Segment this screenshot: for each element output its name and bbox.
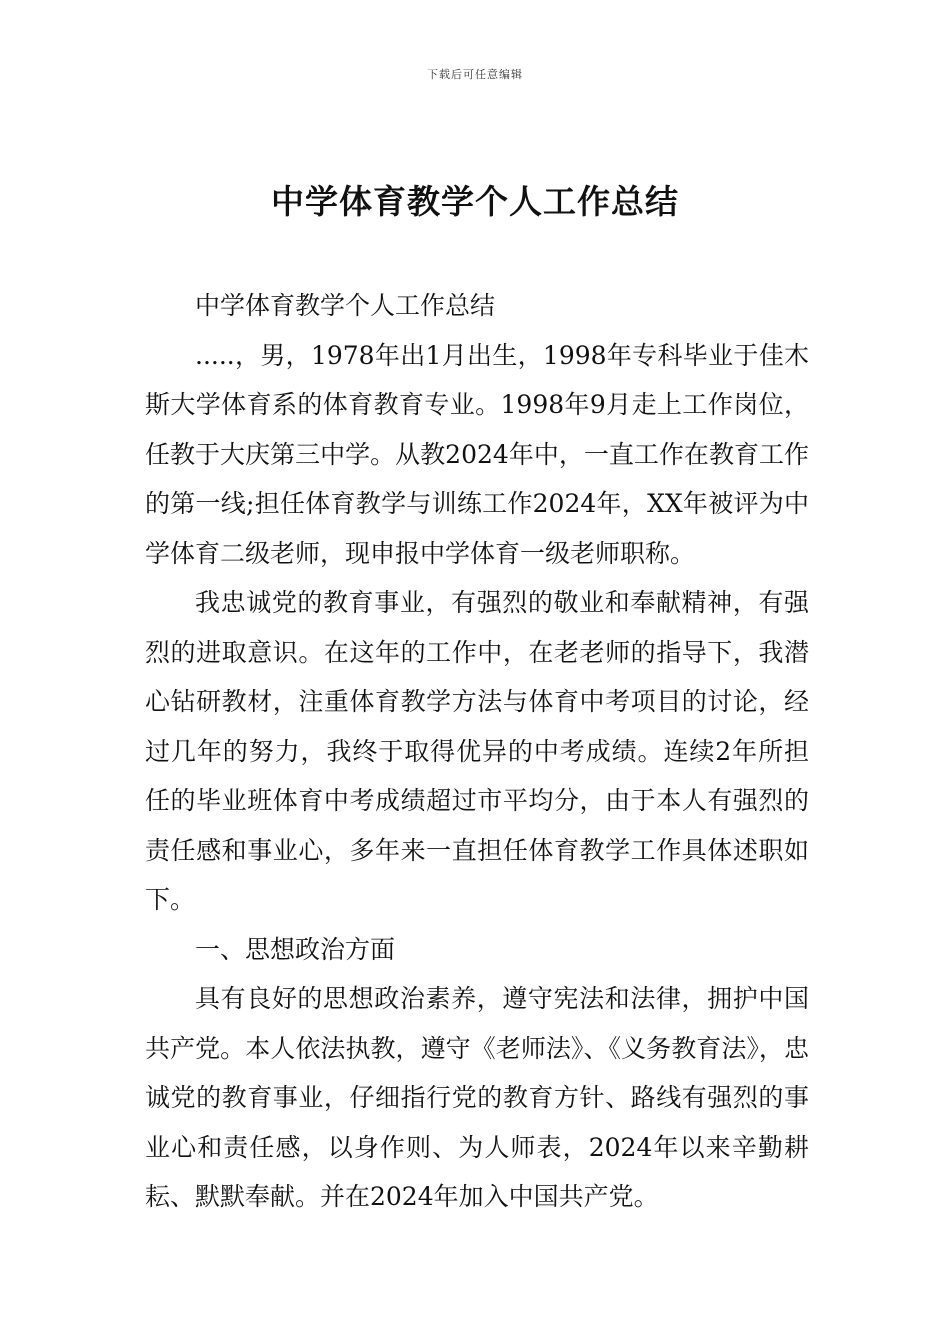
paragraph-subtitle: 中学体育教学个人工作总结	[195, 291, 496, 320]
header-note: 下载后可任意编辑	[427, 68, 523, 81]
paragraph-politics: 具有良好的思想政治素养，遵守宪法和法律，拥护中国共产党。本人依法执教，遵守《老师法》、《义务教育法》，忠诚党的教育事业，仔细指行党的教育方针、路线有强烈的事业心和责任感，以身作则、为人师表，2024年以来辛勤耕耘、默默奉献。并在2024年加入中国共产党。	[145, 984, 809, 1211]
paragraph-dedication: 我忠诚党的教育事业，有强烈的敬业和奉献精神，有强烈的进取意识。在这年的工作中，在老老师的指导下，我潜心钻研教材，注重体育教学方法与体育中考项目的讨论，经过几年的努力，我终于取得优异的中考成绩。连续2年所担任的毕业班体育中考成绩超过市平均分，由于本人有强烈的责任感和事业心，多年来一直担任体育教学工作具体述职如下。	[145, 588, 809, 914]
document-title: 中学体育教学个人工作总结	[271, 182, 679, 221]
document-body	[145, 281, 809, 1222]
section-heading-politics: 一、思想政治方面	[195, 934, 396, 964]
paragraph-bio: .....，男，1978年出1月出生，1998年专科毕业于佳木斯大学体育系的体育教育专业。1998年9月走上工作岗位，任教于大庆第三中学。从教2024年中，一直工作在教育工作的第一线;担任体育教学与训练工作2024年，XX年被评为中学体育二级老师，现申报中学体育一级老师职称。	[145, 340, 809, 568]
